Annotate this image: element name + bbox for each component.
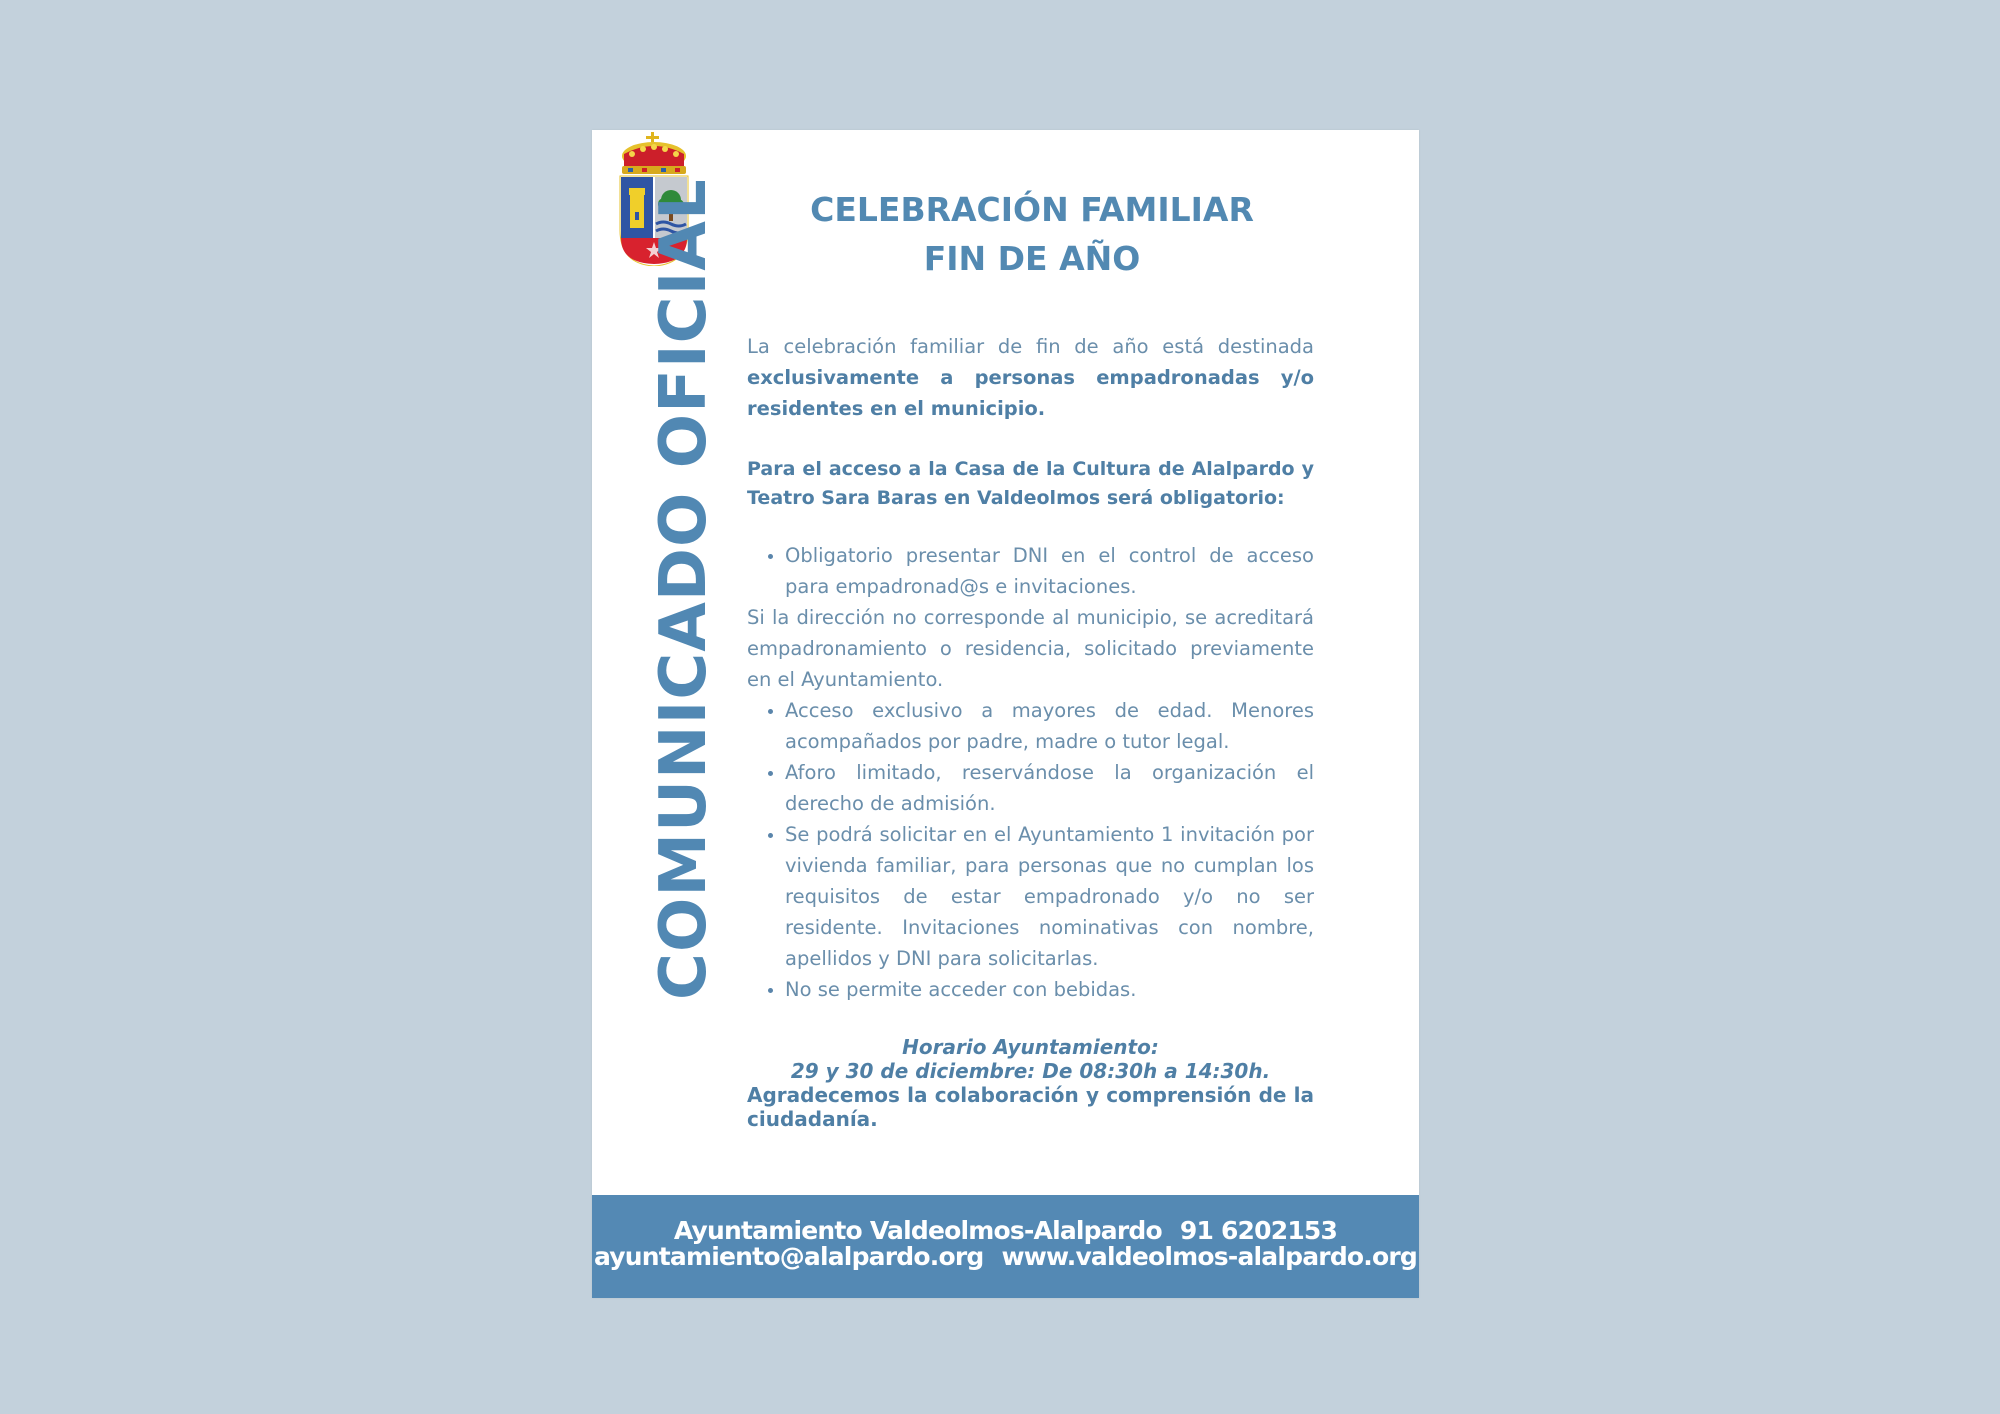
intro-bold: exclusivamente a personas empadronadas y/o residentes en el municipio. <box>747 366 1314 420</box>
notice-body <box>747 331 1314 1131</box>
contact-footer <box>592 1195 1419 1298</box>
footer-phone: 91 6202153 <box>1179 1216 1338 1245</box>
list-item: • No se permite acceder con bebidas. <box>785 974 1314 1005</box>
official-notice-label: COMUNICADO OFICIAL <box>647 178 721 1000</box>
footer-email[interactable]: ayuntamiento@alalpardo.org <box>593 1242 984 1271</box>
schedule-dates: 29 y 30 de diciembre: De 08:30h a 14:30h. <box>790 1059 1271 1083</box>
footer-web[interactable]: www.valdeolmos-alalpardo.org <box>1001 1242 1417 1271</box>
requirements-list-2 <box>747 695 1314 1005</box>
notice-page <box>592 130 1419 1298</box>
list-item: • Se podrá solicitar en el Ayuntamiento 1 invitación por vivienda familiar, para personas que no cumplan los requisitos de estar empadronado y/o no ser residente. Invitaciones nominativas con nombre, apellidos y DNI para solicitarlas. <box>785 819 1314 974</box>
page-title <box>747 185 1317 283</box>
schedule-block <box>747 1035 1314 1083</box>
title-line-1: CELEBRACIÓN FAMILIAR <box>810 190 1254 229</box>
footer-org: Ayuntamiento Valdeolmos-Alalpardo <box>673 1216 1162 1245</box>
intro-paragraph <box>747 331 1314 424</box>
requirements-list-1 <box>747 540 1314 602</box>
schedule-label: Horario Ayuntamiento: <box>902 1035 1159 1059</box>
list-item: • Obligatorio presentar DNI en el control de acceso para empadronad@s e invitaciones. <box>785 540 1314 602</box>
access-heading: Para el acceso a la Casa de la Cultura de Alalpardo y Teatro Sara Baras en Valdeolmos será obligatorio: <box>747 458 1314 509</box>
thanks-message: Agradecemos la colaboración y comprensión de la ciudadanía. <box>747 1083 1314 1131</box>
title-line-2: FIN DE AÑO <box>923 239 1141 278</box>
list-item: • Acceso exclusivo a mayores de edad. Menores acompañados por padre, madre o tutor legal. <box>785 695 1314 757</box>
list-item: • Aforo limitado, reservándose la organización el derecho de admisión. <box>785 757 1314 819</box>
address-note: Si la dirección no corresponde al municipio, se acreditará empadronamiento o residencia, solicitado previamente en el Ayuntamiento. <box>747 606 1314 691</box>
intro-text: La celebración familiar de fin de año está destinada <box>747 335 1314 358</box>
